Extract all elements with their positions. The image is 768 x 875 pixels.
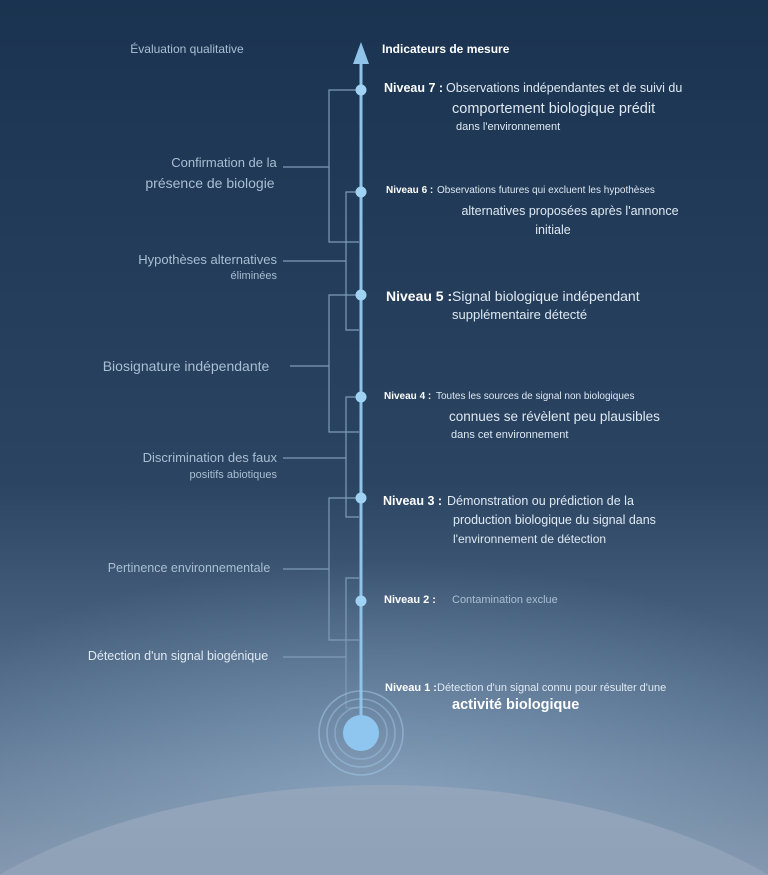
level-1-text-line-1: Détection d'un signal connu pour résulter d'une	[437, 682, 667, 694]
level-1-tag: Niveau 1 :	[385, 682, 437, 694]
level-node-4	[356, 392, 367, 403]
level-node-1	[343, 715, 379, 751]
level-2-tag: Niveau 2 :	[384, 594, 436, 606]
qualitative-label-2-line-1: Hypothèses alternatives	[138, 252, 277, 267]
qualitative-label-4-line-2: positifs abiotiques	[189, 469, 277, 481]
level-6-text-line-2: alternatives proposées après l'annonce	[461, 204, 679, 218]
header-measurement: Indicateurs de mesure	[382, 42, 510, 56]
level-node-5	[356, 290, 367, 301]
level-5-text-line-2: supplémentaire détecté	[452, 307, 588, 322]
qualitative-label-1-line-2: présence de biologie	[145, 175, 275, 191]
level-2-text-line-1: Contamination exclue	[452, 594, 558, 606]
level-4-tag: Niveau 4 :	[384, 391, 432, 402]
qualitative-label-1-line-1: Confirmation de la	[171, 155, 277, 170]
qualitative-label-5-line-1: Pertinence environnementale	[107, 561, 271, 575]
level-5-text-line-1: Signal biologique indépendant	[452, 288, 640, 304]
level-7-tag: Niveau 7 :	[384, 81, 444, 95]
level-7-text-line-3: dans l'environnement	[456, 121, 561, 133]
qualitative-label-4-line-1: Discrimination des faux	[142, 450, 277, 465]
level-6-tag: Niveau 6 :	[386, 185, 434, 196]
level-5-tag: Niveau 5 :	[386, 288, 453, 304]
header-qualitative: Évaluation qualitative	[130, 42, 244, 56]
qualitative-label-6-line-1: Détection d'un signal biogénique	[87, 649, 269, 663]
qualitative-label-2-line-2: éliminées	[230, 270, 277, 282]
level-7-text-line-1: Observations indépendantes et de suivi du	[446, 81, 683, 95]
level-6-text-line-3: initiale	[535, 223, 571, 237]
level-node-2	[356, 596, 367, 607]
qualitative-label-3-line-1: Biosignature indépendante	[102, 358, 270, 374]
level-3-text-line-3: l'environnement de détection	[453, 532, 607, 546]
level-4-text-line-1: Toutes les sources de signal non biologiques	[436, 391, 635, 402]
level-1-text-line-2: activité biologique	[452, 697, 580, 713]
level-3-text-line-2: production biologique du signal dans	[453, 513, 656, 527]
level-node-7	[356, 85, 367, 96]
level-node-3	[356, 493, 367, 504]
level-3-tag: Niveau 3 :	[383, 494, 443, 508]
level-4-text-line-2: connues se révèlent peu plausibles	[449, 409, 660, 424]
level-3-text-line-1: Démonstration ou prédiction de la	[447, 494, 634, 508]
level-6-text-line-1: Observations futures qui excluent les hypothèses	[437, 185, 655, 196]
level-7-text-line-2: comportement biologique prédit	[452, 101, 656, 117]
level-4-text-line-3: dans cet environnement	[451, 429, 569, 441]
